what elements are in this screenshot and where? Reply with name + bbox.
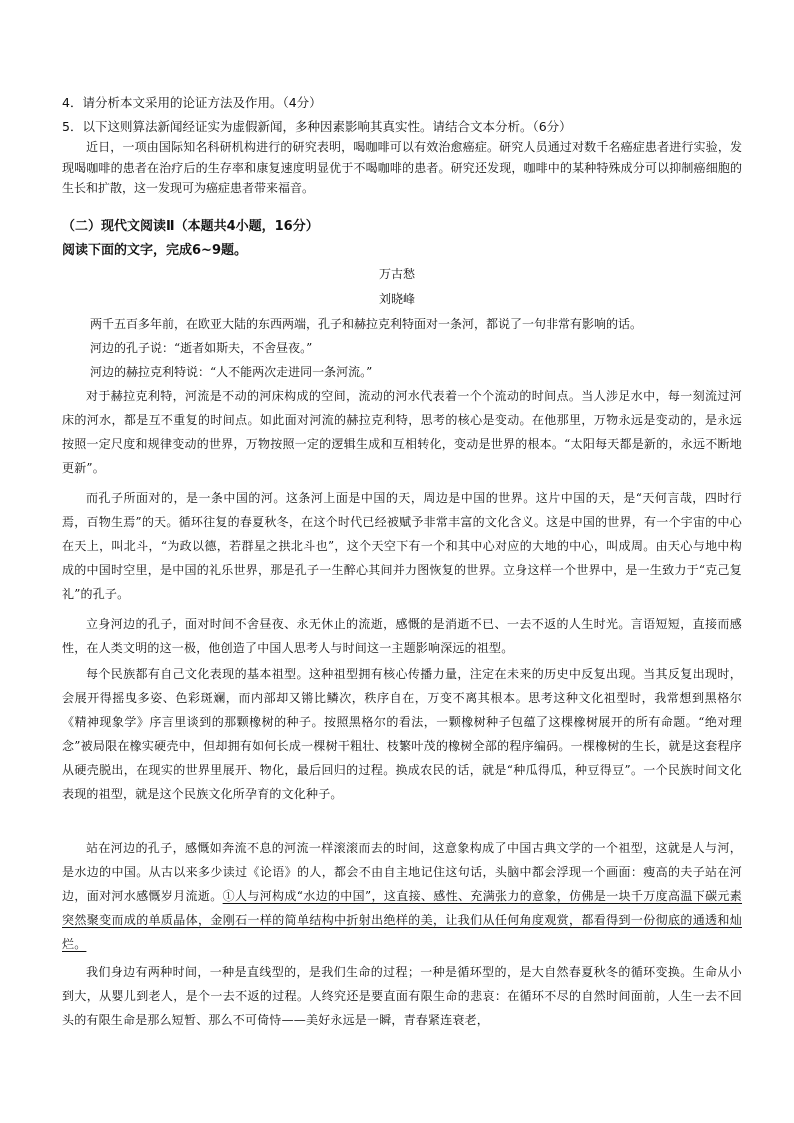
article-title: 万古愁 bbox=[378, 267, 415, 281]
question-5: 5．以下这则算法新闻经证实为虚假新闻，多种因素影响其真实性。请结合文本分析。（6分） bbox=[62, 119, 572, 134]
article-author: 刘晓峰 bbox=[378, 292, 415, 306]
news-passage: 近日，一项由国际知名科研机构进行的研究表明，喝咖啡可以有效治愈癌症。研究人员通过对数千名癌症患者进行实验，发现喝咖啡的患者在治疗后的生存率和康复速度明显优于不喝咖啡的患者。研究还发现，咖啡中的某种特殊成分可以抑制癌细胞的生长和扩散，这一发现可为癌症患者带来福音。 bbox=[62, 140, 742, 195]
paragraph-5: 而孔子所面对的，是一条中国的河。这条河上面是中国的天，周边是中国的世界。这片中国的天，是“天何言哉，四时行焉，百物生焉”的天。循环往复的春夏秋冬，在这个时代已经被赋予非常丰富的文化含义。这是中国的世界，有一个宇宙的中心在天上，叫北斗，“为政以德，若群星之拱北斗也”，这个天空下有一个和其中心对应的大地的中心，叫成周。由天心与地中构成的中国时空里，是中国的礼乐世界，那是孔子一生醉心其间并力图恢复的世界。立身这样一个世界中，是一生致力于“克己复礼”的孔子。 bbox=[62, 491, 742, 601]
section-heading: （二）现代文阅读Ⅱ（本题共4小题，16分） bbox=[62, 219, 319, 234]
paragraph-7: 每个民族都有自己文化表现的基本祖型。这种祖型拥有核心传播力量，注定在未来的历史中反复出现。当其反复出现时，会展开得摇曳多姿、色彩斑斓，而内部却又锵比鳞次，秩序自在，万变不离其根本。思考这种文化祖型时，我常想到黑格尔《精神现象学》序言里谈到的那颗橡树的种子。按照黑格尔的看法，一颗橡树种子包蕴了这棵橡树展开的所有命题。“绝对理念”被局限在橡实硬壳中，但却拥有如何长成一棵树干粗壮、枝繁叶茂的橡树全部的程序编码。一棵橡树的生长，就是这套程序从硬壳脱出，在现实的世界里展开、物化，最后回归的过程。换成农民的话，就是“种瓜得瓜，种豆得豆”。一个民族时间文化表现的祖型，就是这个民族文化所孕育的文化种子。 bbox=[62, 667, 742, 801]
section-instruction: 阅读下面的文字，完成6~9题。 bbox=[62, 243, 247, 258]
paragraph-9: 我们身边有两种时间，一种是直线型的，是我们生命的过程；一种是循环型的，是大自然春夏秋冬的循环变换。生命从小到大，从婴儿到老人，是个一去不返的过程。人终究还是要直面有限生命的悲哀：在循环不尽的自然时间面前，人生一去不回头的有限生命是那么短暂、那么不可倚恃——美好永远是一瞬，青春紧连衰老， bbox=[62, 965, 742, 1027]
question-4: 4．请分析本文采用的论证方法及作用。（4分） bbox=[62, 95, 322, 110]
underlined-sentence-1: ①人与河构成“水边的中国”，这直接、感性、充满张力的意象，仿佛是一块千万度高温下碳元素突然聚变而成的单质晶体，金刚石一样的简单结构中折射出绝样的美，让我们从任何角度观赏，都看得到一份彻底的通透和灿烂。 bbox=[62, 889, 743, 951]
paragraph-3: 河边的赫拉克利特说：“人不能两次走进同一条河流。” bbox=[90, 365, 373, 379]
paragraph-4: 对于赫拉克利特，河流是不动的河床构成的空间，流动的河水代表着一个个流动的时间点。当人涉足水中，每一刻流过河床的河水，都是互不重复的时间点。如此面对河流的赫拉克利特，思考的核心是变动。在他那里，万物永远是变动的，是永远按照一定尺度和规律变动的世界，万物按照一定的逻辑生成和互相转化，变动是世界的根本。“太阳每天都是新的，永远不断地更新”。 bbox=[62, 389, 742, 475]
paragraph-8-text: 站在河边的孔子，感慨如奔流不息的河流一样滚滚而去的时间，这意象构成了中国古典文学的一个祖型，这就是人与河，是水边的中国。从古以来多少读过《论语》的人，都会不由自主地记住这句话，头脑中都会浮现一个画面：瘦高的夫子站在河边，面对河水感慨岁月流逝。 bbox=[62, 841, 742, 903]
paragraph-2: 河边的孔子说：“逝者如斯夫，不舍昼夜。” bbox=[90, 341, 313, 355]
paragraph-8 bbox=[62, 836, 742, 956]
paragraph-6: 立身河边的孔子，面对时间不舍昼夜、永无休止的流逝，感慨的是消逝不已、一去不返的人生时光。言语短短，直接而感性，在人类文明的这一极，他创造了中国人思考人与时间这一主题影响深远的祖型。 bbox=[62, 617, 742, 655]
paragraph-1: 两千五百多年前，在欧亚大陆的东西两端，孔子和赫拉克利特面对一条河，都说了一句非常有影响的话。 bbox=[90, 317, 643, 331]
